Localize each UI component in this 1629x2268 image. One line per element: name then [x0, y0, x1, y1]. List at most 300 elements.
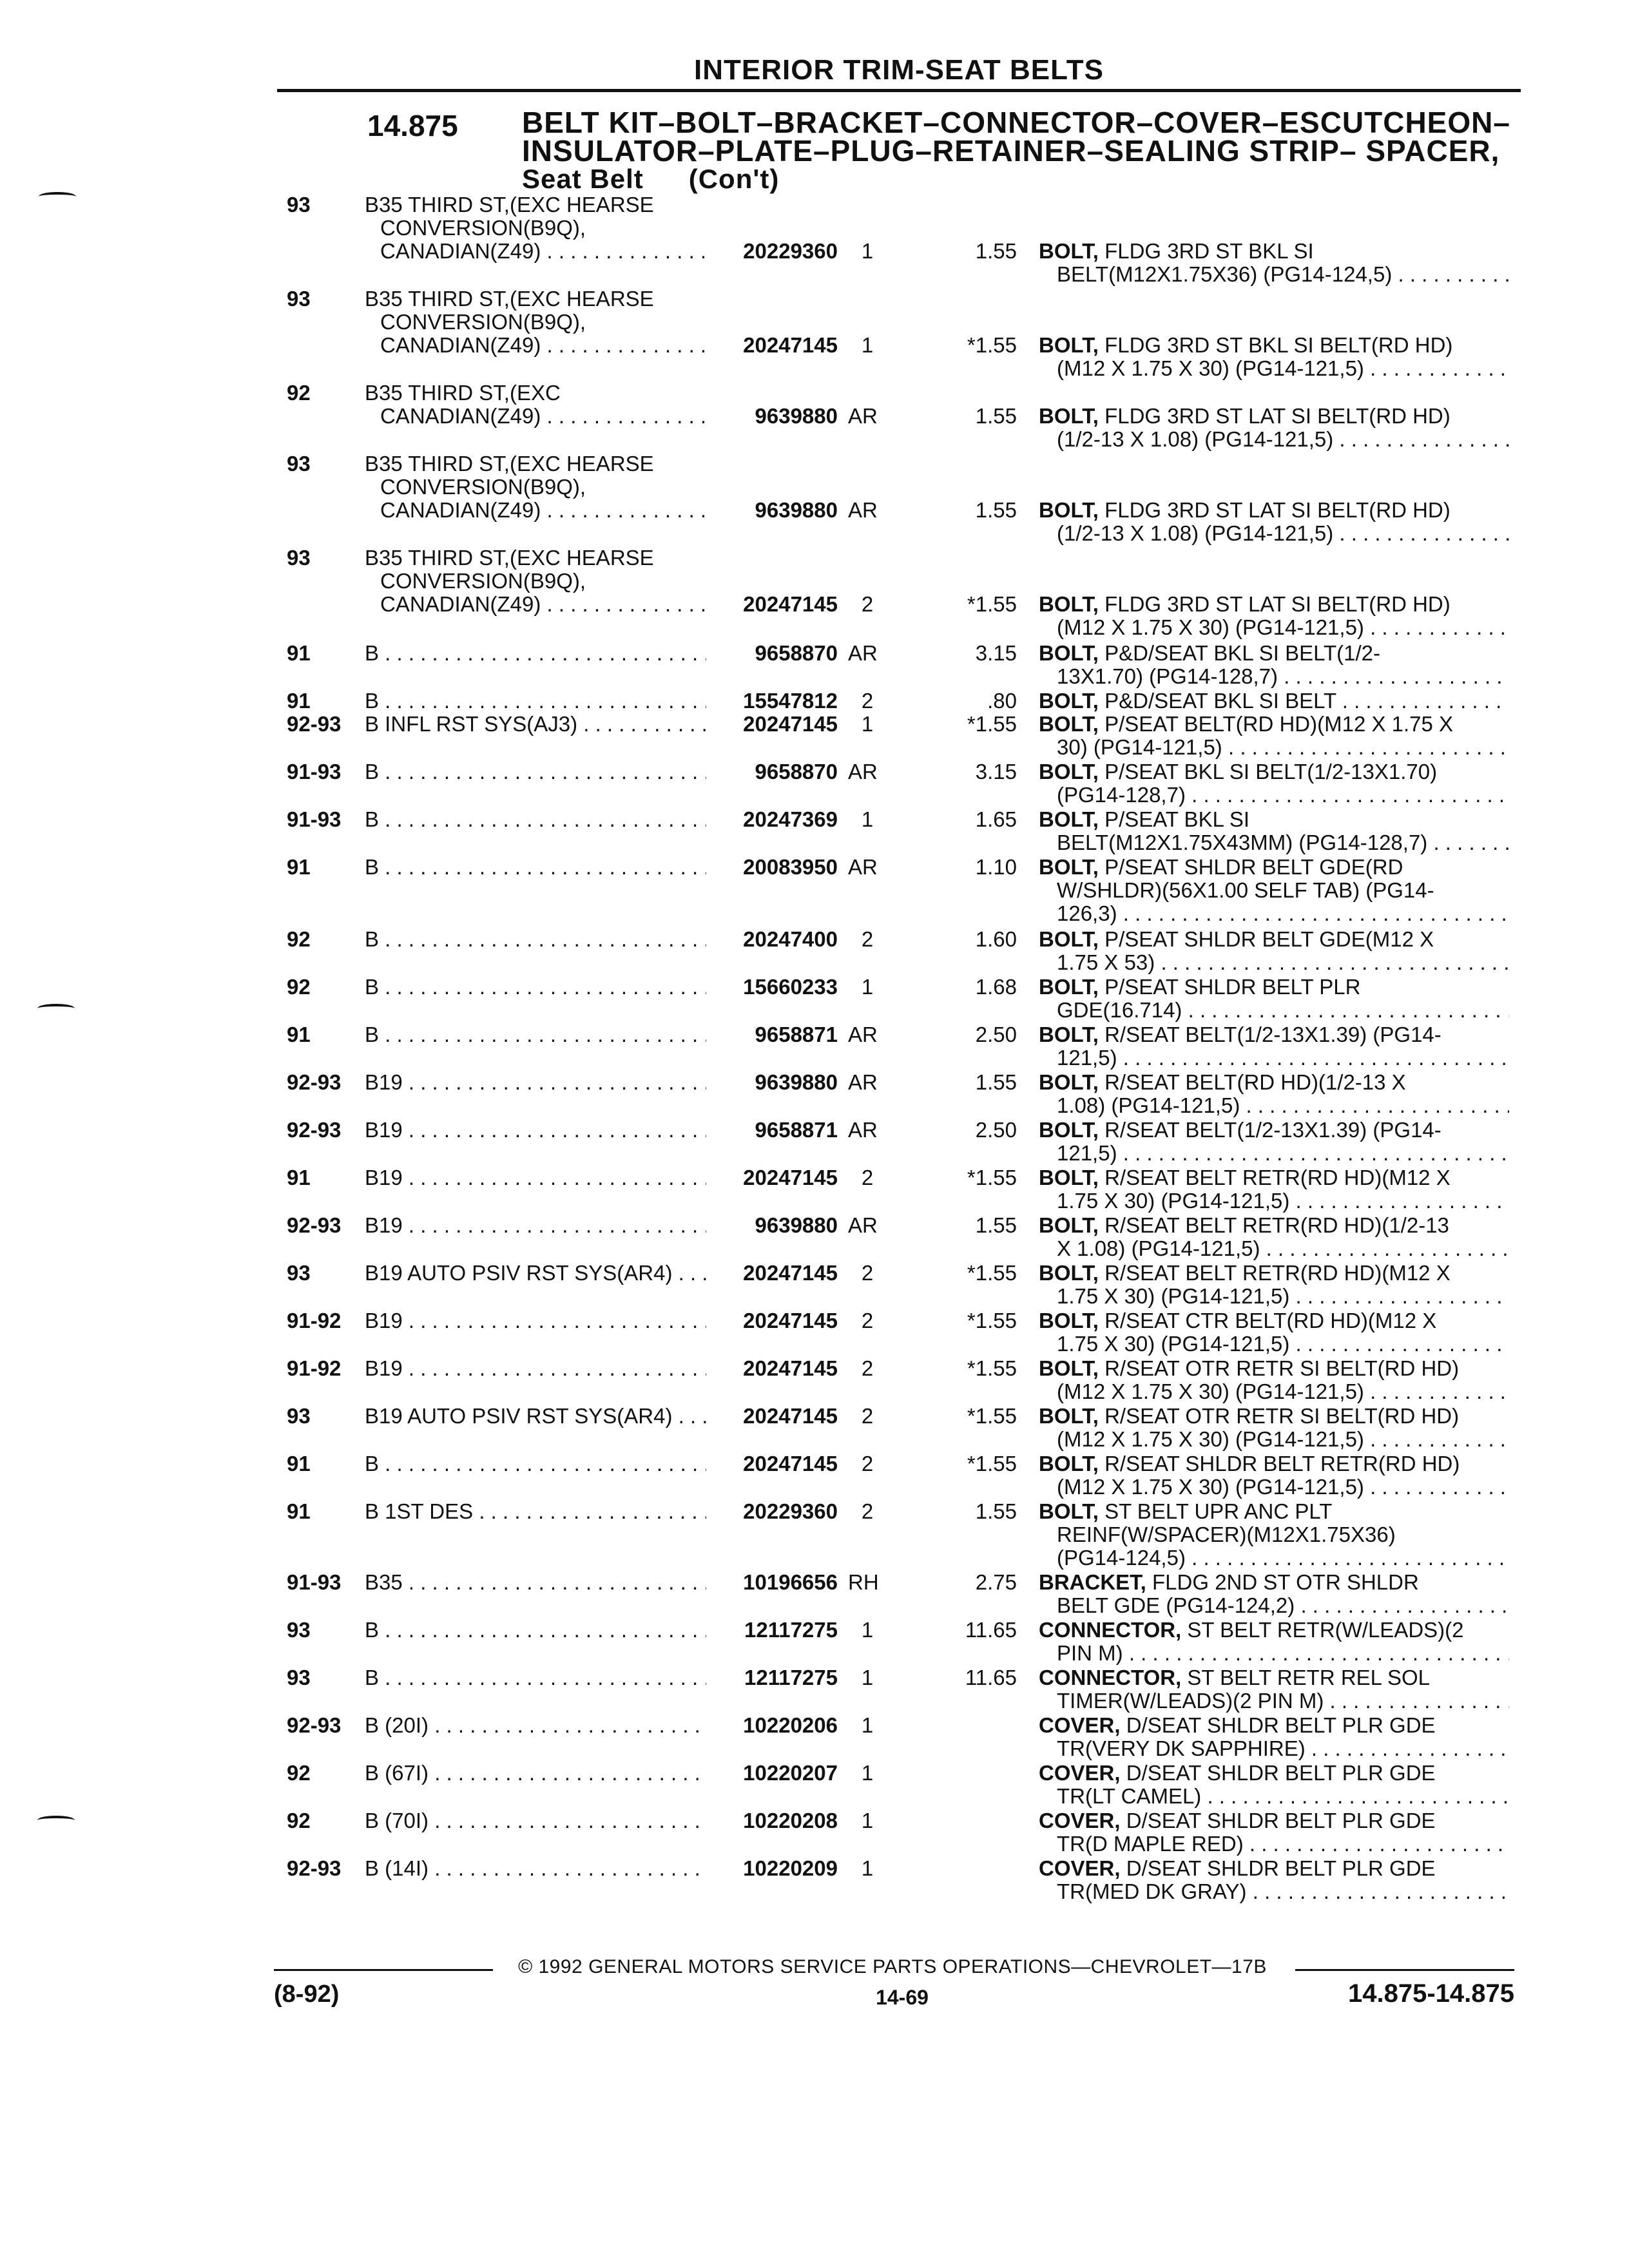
part-detail: BELT(M12X1.75X43MM) (PG14-128,7) [1057, 831, 1428, 854]
quantity: 1 [861, 1618, 874, 1642]
part-name: BOLT, [1039, 713, 1099, 736]
part-detail: P/SEAT SHLDR BELT GDE(RD [1104, 856, 1403, 879]
part-description-line [1039, 1619, 1509, 1642]
quantity: 1 [861, 712, 874, 736]
part-name: BOLT, [1039, 1166, 1099, 1189]
part-description-line [1039, 1523, 1509, 1546]
part-detail: P/SEAT BKL SI [1104, 808, 1250, 831]
part-detail: 1.75 X 30) (PG14-121,5) [1057, 1332, 1290, 1356]
quantity: 1 [861, 1666, 874, 1689]
part-description-line [1039, 928, 1509, 951]
part-description [1039, 1666, 1509, 1713]
part-description-line [1039, 975, 1509, 999]
part-name: BOLT, [1039, 499, 1099, 522]
description-line: B . . . [365, 1023, 706, 1046]
part-description-line [1039, 1666, 1509, 1689]
part-number: 20247400 [743, 927, 838, 951]
part-number: 20229360 [743, 239, 838, 263]
part-detail: 30) (PG14-121,5) [1057, 735, 1222, 759]
application-description [365, 193, 706, 263]
description-line: B (14I) . . . [365, 1857, 706, 1880]
part-detail: 121,5) [1057, 1141, 1117, 1165]
price: 2.50 [975, 1118, 1017, 1142]
footer-rule-left [274, 1969, 493, 1971]
part-detail: 1.75 X 53) [1057, 950, 1155, 974]
description-line: B . . . [365, 760, 706, 783]
quantity: AR [848, 1070, 878, 1094]
price: 2.75 [975, 1570, 1017, 1594]
part-description [1039, 593, 1509, 639]
description-line: B (20I) . . . [365, 1714, 706, 1737]
part-description-line [1039, 1119, 1509, 1142]
description-line: B 1ST DES . . . [365, 1500, 706, 1523]
part-description-line [1039, 760, 1509, 783]
application-description [365, 381, 706, 428]
part-description-line [1039, 665, 1509, 688]
quantity: 1 [861, 1856, 874, 1880]
part-description-line [1039, 689, 1509, 713]
part-description-line [1039, 1689, 1509, 1713]
price: 11.65 [965, 1618, 1017, 1642]
model-year: 91 [287, 1023, 311, 1046]
part-description [1039, 1452, 1509, 1499]
part-number: 20247145 [743, 333, 838, 357]
model-year: 93 [287, 1666, 311, 1689]
description-line: B (67I) . . . [365, 1762, 706, 1785]
part-number: 20229360 [743, 1499, 838, 1523]
description-line: CONVERSION(B9Q), [380, 475, 586, 499]
part-name: BOLT, [1039, 1405, 1099, 1428]
quantity: AR [848, 498, 878, 522]
price: 1.55 [975, 1070, 1017, 1094]
part-description-line [1039, 1880, 1509, 1903]
part-detail: P&D/SEAT BKL SI BELT(1/2- [1104, 642, 1380, 665]
part-description [1039, 1166, 1509, 1213]
model-year: 91 [287, 689, 311, 713]
part-detail: R/SEAT CTR BELT(RD HD)(M12 X [1104, 1309, 1437, 1332]
part-detail: (1/2-13 X 1.08) (PG14-121,5) [1057, 521, 1334, 545]
part-detail: D/SEAT SHLDR BELT PLR GDE [1126, 1809, 1436, 1832]
part-name: CONNECTOR, [1039, 1666, 1182, 1689]
part-detail: R/SEAT SHLDR BELT RETR(RD HD) [1104, 1452, 1460, 1475]
part-description [1039, 808, 1509, 854]
quantity: 2 [861, 689, 874, 713]
part-name: BOLT, [1039, 808, 1099, 831]
part-name: BOLT, [1039, 1500, 1099, 1523]
part-name: BOLT, [1039, 975, 1099, 999]
part-detail: FLDG 3RD ST BKL SI BELT(RD HD) [1104, 334, 1453, 357]
part-description-line [1039, 499, 1509, 522]
part-number: 10220206 [743, 1713, 838, 1737]
model-year: 91 [287, 1452, 311, 1475]
part-description-line [1039, 240, 1509, 263]
application-description [365, 1214, 706, 1237]
page-number: 14-69 [876, 1986, 929, 2009]
part-detail: 13X1.70) (PG14-128,7) [1057, 664, 1278, 688]
part-detail: R/SEAT OTR RETR SI BELT(RD HD) [1104, 1357, 1460, 1380]
part-description [1039, 689, 1509, 713]
part-name: BOLT, [1039, 334, 1099, 357]
quantity: 2 [861, 1309, 874, 1332]
model-year: 91-93 [287, 1570, 342, 1594]
part-description [1039, 499, 1509, 545]
part-description-line [1039, 1332, 1509, 1356]
part-detail: (PG14-128,7) [1057, 783, 1186, 807]
part-number: 20247145 [743, 1309, 838, 1332]
part-description-line [1039, 428, 1509, 451]
part-description [1039, 1357, 1509, 1403]
description-line: CANADIAN(Z49) . . . [365, 499, 706, 522]
part-number: 9658871 [755, 1023, 838, 1046]
description-line: B . . . [365, 1452, 706, 1475]
quantity: 2 [861, 1452, 874, 1475]
price: *1.55 [967, 1404, 1017, 1428]
part-detail: R/SEAT BELT(1/2-13X1.39) (PG14- [1104, 1023, 1441, 1046]
part-number: 9658870 [755, 760, 838, 783]
quantity: AR [848, 760, 878, 783]
price: *1.55 [967, 1356, 1017, 1380]
description-line: CANADIAN(Z49) . . . [365, 405, 706, 428]
part-number: 9658870 [755, 641, 838, 665]
part-description-line [1039, 1023, 1509, 1046]
part-description [1039, 642, 1509, 688]
footer-rule-right [1295, 1969, 1514, 1971]
part-description-line [1039, 405, 1509, 428]
part-detail: PIN M) [1057, 1641, 1123, 1665]
price: 1.60 [975, 927, 1017, 951]
part-detail: D/SEAT SHLDR BELT PLR GDE [1126, 1857, 1436, 1880]
part-detail: BELT(M12X1.75X36) (PG14-124,5) [1057, 262, 1393, 286]
description-line: CANADIAN(Z49) . . . [365, 593, 706, 616]
description-line: B . . . [365, 1619, 706, 1642]
part-description [1039, 1071, 1509, 1117]
model-year: 92 [287, 927, 311, 951]
part-description-line [1039, 783, 1509, 807]
section-continued: (Con't) [688, 164, 780, 194]
application-description [365, 1023, 706, 1046]
model-year: 92-93 [287, 1070, 342, 1094]
model-year: 92 [287, 1761, 311, 1785]
part-description [1039, 1714, 1509, 1760]
part-detail: FLDG 3RD ST LAT SI BELT(RD HD) [1104, 405, 1451, 428]
part-number: 9639880 [755, 1213, 838, 1237]
part-number: 20247369 [743, 807, 838, 831]
part-description [1039, 1309, 1509, 1356]
application-description [365, 1762, 706, 1785]
description-line: B19 . . . [365, 1166, 706, 1189]
part-number: 20247145 [743, 712, 838, 736]
model-year: 91 [287, 1166, 311, 1189]
part-detail: P/SEAT SHLDR BELT PLR [1104, 975, 1361, 999]
section-subtitle: Seat Belt [522, 164, 644, 194]
application-description [365, 1357, 706, 1380]
application-description [365, 1500, 706, 1523]
model-year: 93 [287, 193, 311, 216]
model-year: 93 [287, 1261, 311, 1285]
model-year: 91 [287, 641, 311, 665]
part-description [1039, 1023, 1509, 1070]
model-year: 91-92 [287, 1356, 342, 1380]
part-number: 20247145 [743, 1404, 838, 1428]
price: 1.55 [975, 239, 1017, 263]
part-number: 10196656 [743, 1570, 838, 1594]
part-detail: D/SEAT SHLDR BELT PLR GDE [1126, 1714, 1436, 1737]
application-description [365, 1452, 706, 1475]
part-description-line [1039, 1262, 1509, 1285]
part-description-line [1039, 1285, 1509, 1308]
application-description [365, 1809, 706, 1832]
part-detail: TR(VERY DK SAPPHIRE) [1057, 1736, 1306, 1760]
model-year: 91-93 [287, 760, 342, 783]
part-detail: P/SEAT SHLDR BELT GDE(M12 X [1104, 928, 1434, 951]
description-line: CONVERSION(B9Q), [380, 216, 586, 240]
part-description-line [1039, 1546, 1509, 1570]
part-name: COVER, [1039, 1714, 1121, 1737]
application-description [365, 1714, 706, 1737]
application-description [365, 1666, 706, 1689]
part-description [1039, 1500, 1509, 1570]
part-description-line [1039, 1857, 1509, 1880]
part-description-line [1039, 951, 1509, 974]
part-name: BOLT, [1039, 240, 1099, 263]
quantity: 1 [861, 1761, 874, 1785]
part-description [1039, 1762, 1509, 1808]
part-number: 9639880 [755, 498, 838, 522]
application-description [365, 1262, 706, 1285]
price: *1.55 [967, 592, 1017, 616]
part-number: 9658871 [755, 1118, 838, 1142]
part-description [1039, 760, 1509, 807]
part-detail: ST BELT UPR ANC PLT [1104, 1500, 1333, 1523]
quantity: 2 [861, 1261, 874, 1285]
application-description [365, 928, 706, 951]
quantity: 1 [861, 1713, 874, 1737]
application-description [365, 452, 706, 522]
description-line: B19 . . . [365, 1214, 706, 1237]
part-number: 12117275 [744, 1666, 838, 1689]
description-line: B19 . . . [365, 1119, 706, 1142]
quantity: 1 [861, 975, 874, 999]
section-number: 14.875 [367, 109, 458, 142]
part-number: 10220207 [743, 1761, 838, 1785]
part-detail: (M12 X 1.75 X 30) (PG14-121,5) [1057, 1427, 1364, 1451]
part-description [1039, 1571, 1509, 1617]
description-line: B . . . [365, 642, 706, 665]
part-detail: FLDG 3RD ST BKL SI [1104, 240, 1314, 263]
part-detail: X 1.08) (PG14-121,5) [1057, 1236, 1260, 1260]
description-line: B . . . [365, 689, 706, 713]
model-year: 91-93 [287, 807, 342, 831]
part-name: COVER, [1039, 1809, 1121, 1832]
part-detail: (M12 X 1.75 X 30) (PG14-121,5) [1057, 1475, 1364, 1499]
model-year: 93 [287, 287, 311, 311]
description-line: CANADIAN(Z49) . . . [365, 240, 706, 263]
price: 2.50 [975, 1023, 1017, 1046]
part-number: 15547812 [743, 689, 838, 713]
model-year: 92-93 [287, 1856, 342, 1880]
part-detail: (M12 X 1.75 X 30) (PG14-121,5) [1057, 1379, 1364, 1403]
description-line: B19 AUTO PSIV RST SYS(AR4) . . . [365, 1262, 706, 1285]
part-description-line [1039, 1594, 1509, 1617]
part-description [1039, 975, 1509, 1022]
part-description [1039, 1619, 1509, 1665]
part-name: BOLT, [1039, 856, 1099, 879]
part-description-line [1039, 1642, 1509, 1665]
part-detail: P/SEAT BELT(RD HD)(M12 X 1.75 X [1104, 713, 1454, 736]
part-description [1039, 1857, 1509, 1903]
part-detail: P/SEAT BKL SI BELT(1/2-13X1.70) [1104, 760, 1438, 783]
part-detail: BELT GDE (PG14-124,2) [1057, 1593, 1295, 1617]
part-detail: R/SEAT BELT(RD HD)(1/2-13 X [1104, 1071, 1406, 1094]
quantity: 1 [861, 333, 874, 357]
model-year: 92-93 [287, 1118, 342, 1142]
application-description [365, 1071, 706, 1094]
part-description-line [1039, 1189, 1509, 1213]
model-year: 91 [287, 855, 311, 879]
part-description-line [1039, 1380, 1509, 1403]
part-description-line [1039, 1405, 1509, 1428]
part-name: BOLT, [1039, 760, 1099, 783]
description-line: B19 AUTO PSIV RST SYS(AR4) . . . [365, 1405, 706, 1428]
part-detail: 121,5) [1057, 1046, 1117, 1070]
part-number: 20083950 [743, 855, 838, 879]
description-line: B . . . [365, 928, 706, 951]
description-line: B19 . . . [365, 1357, 706, 1380]
part-description [1039, 856, 1509, 925]
application-description [365, 808, 706, 831]
quantity: AR [848, 855, 878, 879]
description-line: B35 THIRD ST,(EXC HEARSE [365, 287, 654, 311]
application-description [365, 1619, 706, 1642]
part-description-line [1039, 1214, 1509, 1237]
price: 1.55 [975, 404, 1017, 428]
description-line: B . . . [365, 975, 706, 999]
model-year: 93 [287, 546, 311, 570]
page-title: INTERIOR TRIM-SEAT BELTS [694, 54, 1104, 86]
date-code: (8-92) [274, 1981, 340, 2008]
part-detail: (1/2-13 X 1.08) (PG14-121,5) [1057, 427, 1334, 451]
description-line: B19 . . . [365, 1309, 706, 1332]
part-description-line [1039, 999, 1509, 1022]
part-name: COVER, [1039, 1857, 1121, 1880]
part-number: 20247145 [743, 1452, 838, 1475]
model-year: 91-92 [287, 1309, 342, 1332]
quantity: AR [848, 404, 878, 428]
quantity: 2 [861, 592, 874, 616]
part-number: 20247145 [743, 1356, 838, 1380]
part-description-line [1039, 1762, 1509, 1785]
quantity: 1 [861, 807, 874, 831]
part-detail: R/SEAT BELT RETR(RD HD)(M12 X [1104, 1262, 1451, 1285]
quantity: 2 [861, 1499, 874, 1523]
application-description [365, 975, 706, 999]
description-line: B . . . [365, 856, 706, 879]
part-description-line [1039, 808, 1509, 831]
part-detail: 1.75 X 30) (PG14-121,5) [1057, 1284, 1290, 1308]
part-number: 9639880 [755, 404, 838, 428]
quantity: 2 [861, 1404, 874, 1428]
part-description-line [1039, 1046, 1509, 1070]
quantity: 2 [861, 1166, 874, 1189]
part-detail: ST BELT RETR REL SOL [1187, 1666, 1430, 1689]
quantity: AR [848, 1213, 878, 1237]
price: .80 [987, 689, 1017, 713]
part-number: 20247145 [743, 1166, 838, 1189]
part-detail: (PG14-124,5) [1057, 1546, 1186, 1570]
part-detail: R/SEAT BELT RETR(RD HD)(1/2-13 [1104, 1214, 1449, 1237]
section-range: 14.875-14.875 [1347, 1979, 1514, 2008]
part-name: BOLT, [1039, 1309, 1099, 1332]
part-name: BOLT, [1039, 1262, 1099, 1285]
application-description [365, 689, 706, 713]
application-description [365, 642, 706, 665]
price: 1.55 [975, 1213, 1017, 1237]
part-detail: TR(MED DK GRAY) [1057, 1879, 1247, 1903]
part-description-line [1039, 642, 1509, 665]
quantity: 1 [861, 239, 874, 263]
price: 1.55 [975, 1499, 1017, 1523]
part-number: 10220209 [743, 1856, 838, 1880]
quantity: 2 [861, 1356, 874, 1380]
part-description-line [1039, 1452, 1509, 1475]
part-description [1039, 928, 1509, 974]
part-detail: W/SHLDR)(56X1.00 SELF TAB) (PG14- [1057, 878, 1434, 902]
part-detail: D/SEAT SHLDR BELT PLR GDE [1126, 1762, 1436, 1785]
part-description [1039, 1405, 1509, 1451]
quantity: RH [848, 1570, 879, 1594]
part-detail: R/SEAT BELT RETR(RD HD)(M12 X [1104, 1166, 1451, 1189]
part-detail: ST BELT RETR(W/LEADS)(2 [1187, 1619, 1464, 1642]
part-name: BOLT, [1039, 689, 1099, 713]
model-year: 93 [287, 1618, 311, 1642]
application-description [365, 1166, 706, 1189]
description-line: B35 THIRD ST,(EXC HEARSE [365, 546, 654, 570]
part-detail: FLDG 3RD ST LAT SI BELT(RD HD) [1104, 499, 1451, 522]
part-description-line [1039, 1142, 1509, 1165]
part-name: BOLT, [1039, 1357, 1099, 1380]
price: 3.15 [975, 760, 1017, 783]
part-description-line [1039, 856, 1509, 879]
part-description-line [1039, 902, 1509, 925]
part-name: BOLT, [1039, 1119, 1099, 1142]
part-name: COVER, [1039, 1762, 1121, 1785]
part-detail: (M12 X 1.75 X 30) (PG14-121,5) [1057, 615, 1364, 639]
part-name: BOLT, [1039, 642, 1099, 665]
part-description [1039, 713, 1509, 759]
part-number: 15660233 [743, 975, 838, 999]
part-description-line [1039, 1094, 1509, 1117]
description-line: B . . . [365, 1666, 706, 1689]
application-description [365, 287, 706, 357]
description-line: B INFL RST SYS(AJ3) . . . [365, 713, 706, 736]
part-description-line [1039, 1737, 1509, 1760]
part-description-line [1039, 616, 1509, 639]
part-detail: REINF(W/SPACER)(M12X1.75X36) [1057, 1523, 1396, 1546]
part-description-line [1039, 1785, 1509, 1808]
part-description-line [1039, 1475, 1509, 1499]
model-year: 91 [287, 1499, 311, 1523]
part-detail: R/SEAT OTR RETR SI BELT(RD HD) [1104, 1405, 1460, 1428]
application-description [365, 856, 706, 879]
part-name: CONNECTOR, [1039, 1619, 1182, 1642]
part-description-line [1039, 1714, 1509, 1737]
price: 1.65 [975, 807, 1017, 831]
part-detail: 1.75 X 30) (PG14-121,5) [1057, 1189, 1290, 1213]
quantity: AR [848, 641, 878, 665]
price: 1.10 [975, 855, 1017, 879]
part-name: BOLT, [1039, 405, 1099, 428]
part-number: 10220208 [743, 1809, 838, 1832]
